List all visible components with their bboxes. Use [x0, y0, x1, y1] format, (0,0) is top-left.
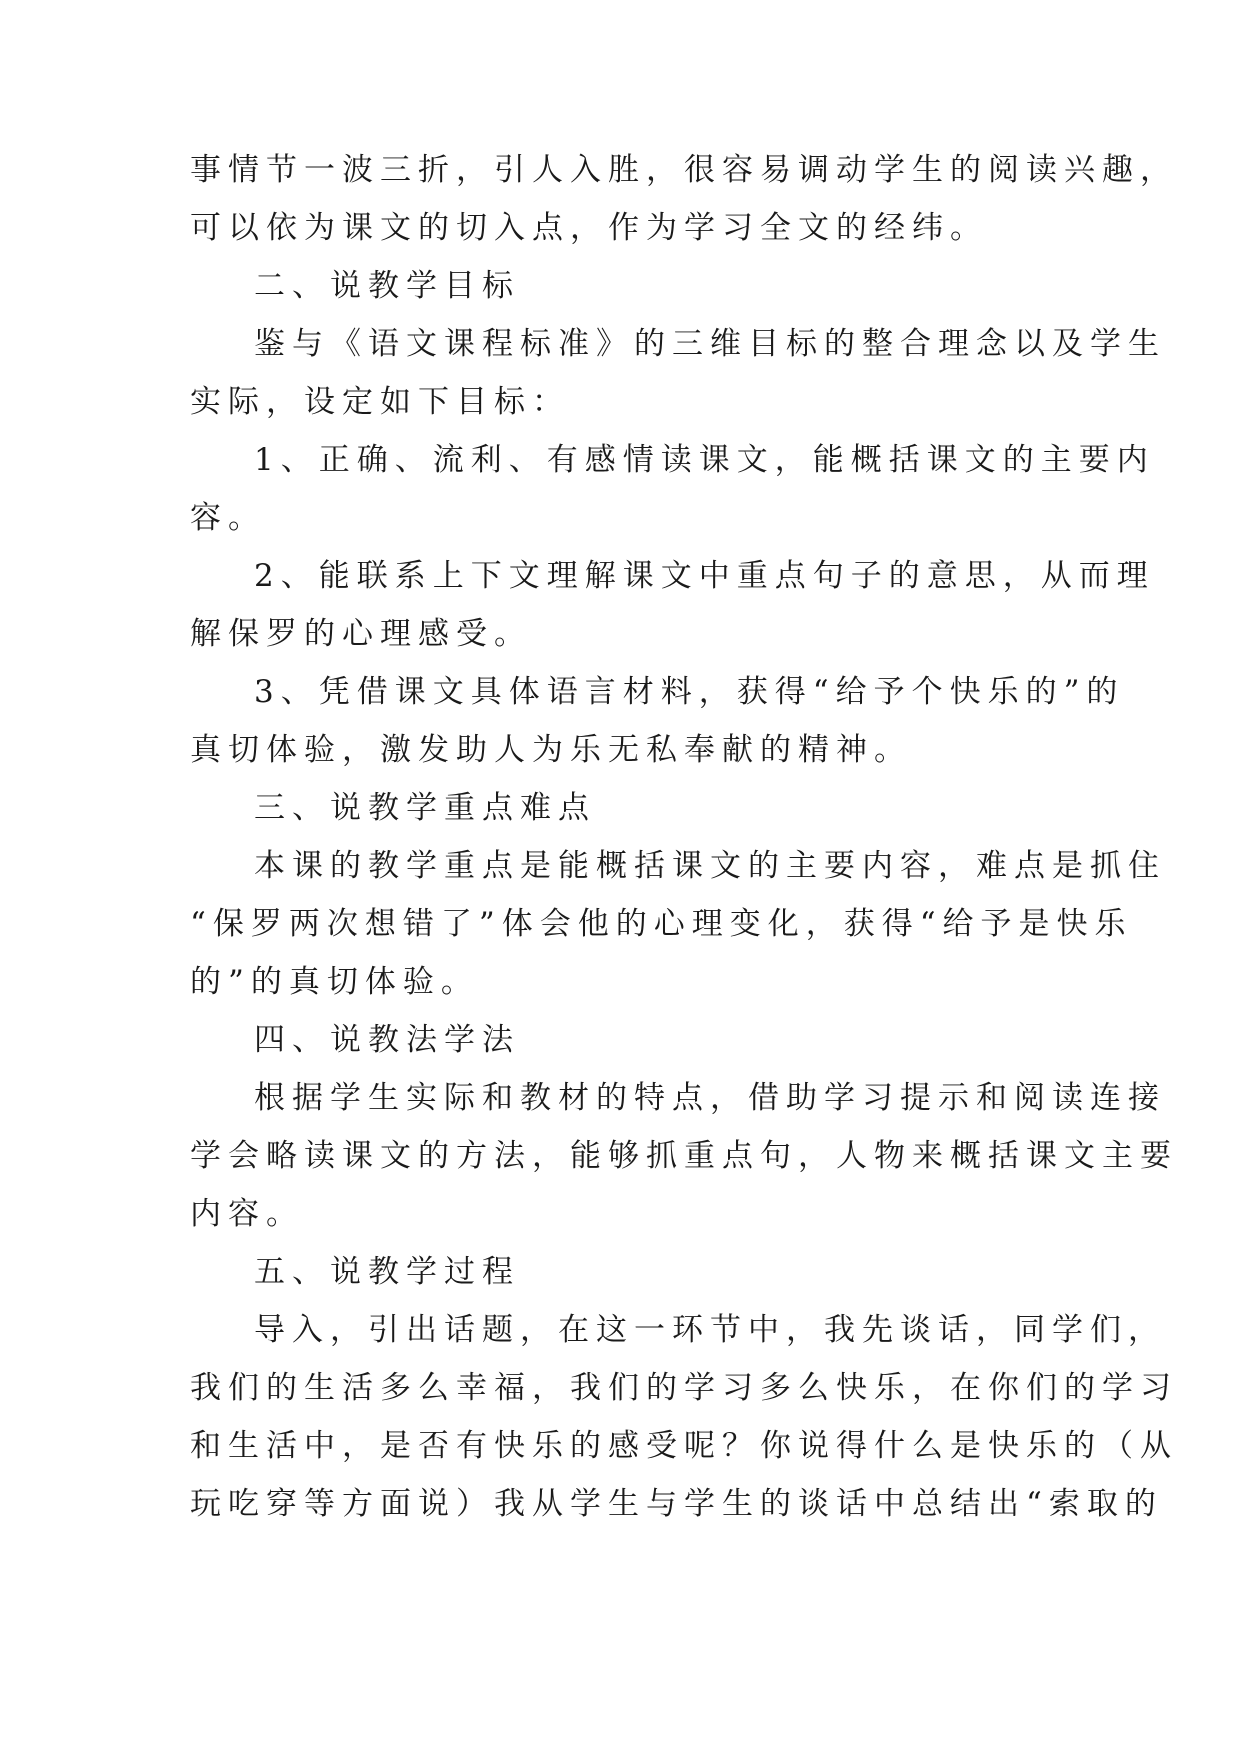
text-line: “保罗两次想错了”体会他的心理变化，获得“给予是快乐 — [190, 906, 1133, 942]
text-line: 可以依为课文的切入点，作为学习全文的经纬。 — [190, 210, 988, 246]
text-line: 1、正确、流利、有感情读课文，能概括课文的主要内 — [254, 442, 1155, 478]
text-line: 事情节一波三折，引人入胜，很容易调动学生的阅读兴趣， — [190, 152, 1178, 188]
text-line: 内容。 — [190, 1196, 304, 1232]
text-line: 2、能联系上下文理解课文中重点句子的意思，从而理 — [254, 558, 1155, 594]
section-heading: 三、说教学重点难点 — [254, 790, 596, 826]
section-heading: 四、说教法学法 — [254, 1022, 520, 1058]
text-line: 我们的生活多么幸福，我们的学习多么快乐，在你们的学习 — [190, 1370, 1178, 1406]
section-heading: 二、说教学目标 — [254, 268, 520, 304]
text-line: 根据学生实际和教材的特点，借助学习提示和阅读连接 — [254, 1080, 1166, 1116]
text-line: 解保罗的心理感受。 — [190, 616, 532, 652]
text-line: 本课的教学重点是能概括课文的主要内容，难点是抓住 — [254, 848, 1166, 884]
text-line: 的”的真切体验。 — [190, 964, 479, 1000]
section-heading: 五、说教学过程 — [254, 1254, 520, 1290]
text-line: 3、凭借课文具体语言材料，获得“给予个快乐的”的 — [254, 674, 1125, 710]
text-line: 容。 — [190, 500, 266, 536]
text-line: 和生活中，是否有快乐的感受呢？你说得什么是快乐的（从 — [190, 1428, 1178, 1464]
text-line: 实际，设定如下目标： — [190, 384, 570, 420]
text-line: 玩吃穿等方面说）我从学生与学生的谈话中总结出“索取的 — [190, 1486, 1163, 1522]
text-line: 鉴与《语文课程标准》的三维目标的整合理念以及学生 — [254, 326, 1166, 362]
text-line: 学会略读课文的方法，能够抓重点句，人物来概括课文主要 — [190, 1138, 1178, 1174]
text-line: 导入，引出话题，在这一环节中，我先谈话，同学们， — [254, 1312, 1166, 1348]
text-line: 真切体验，激发助人为乐无私奉献的精神。 — [190, 732, 912, 768]
